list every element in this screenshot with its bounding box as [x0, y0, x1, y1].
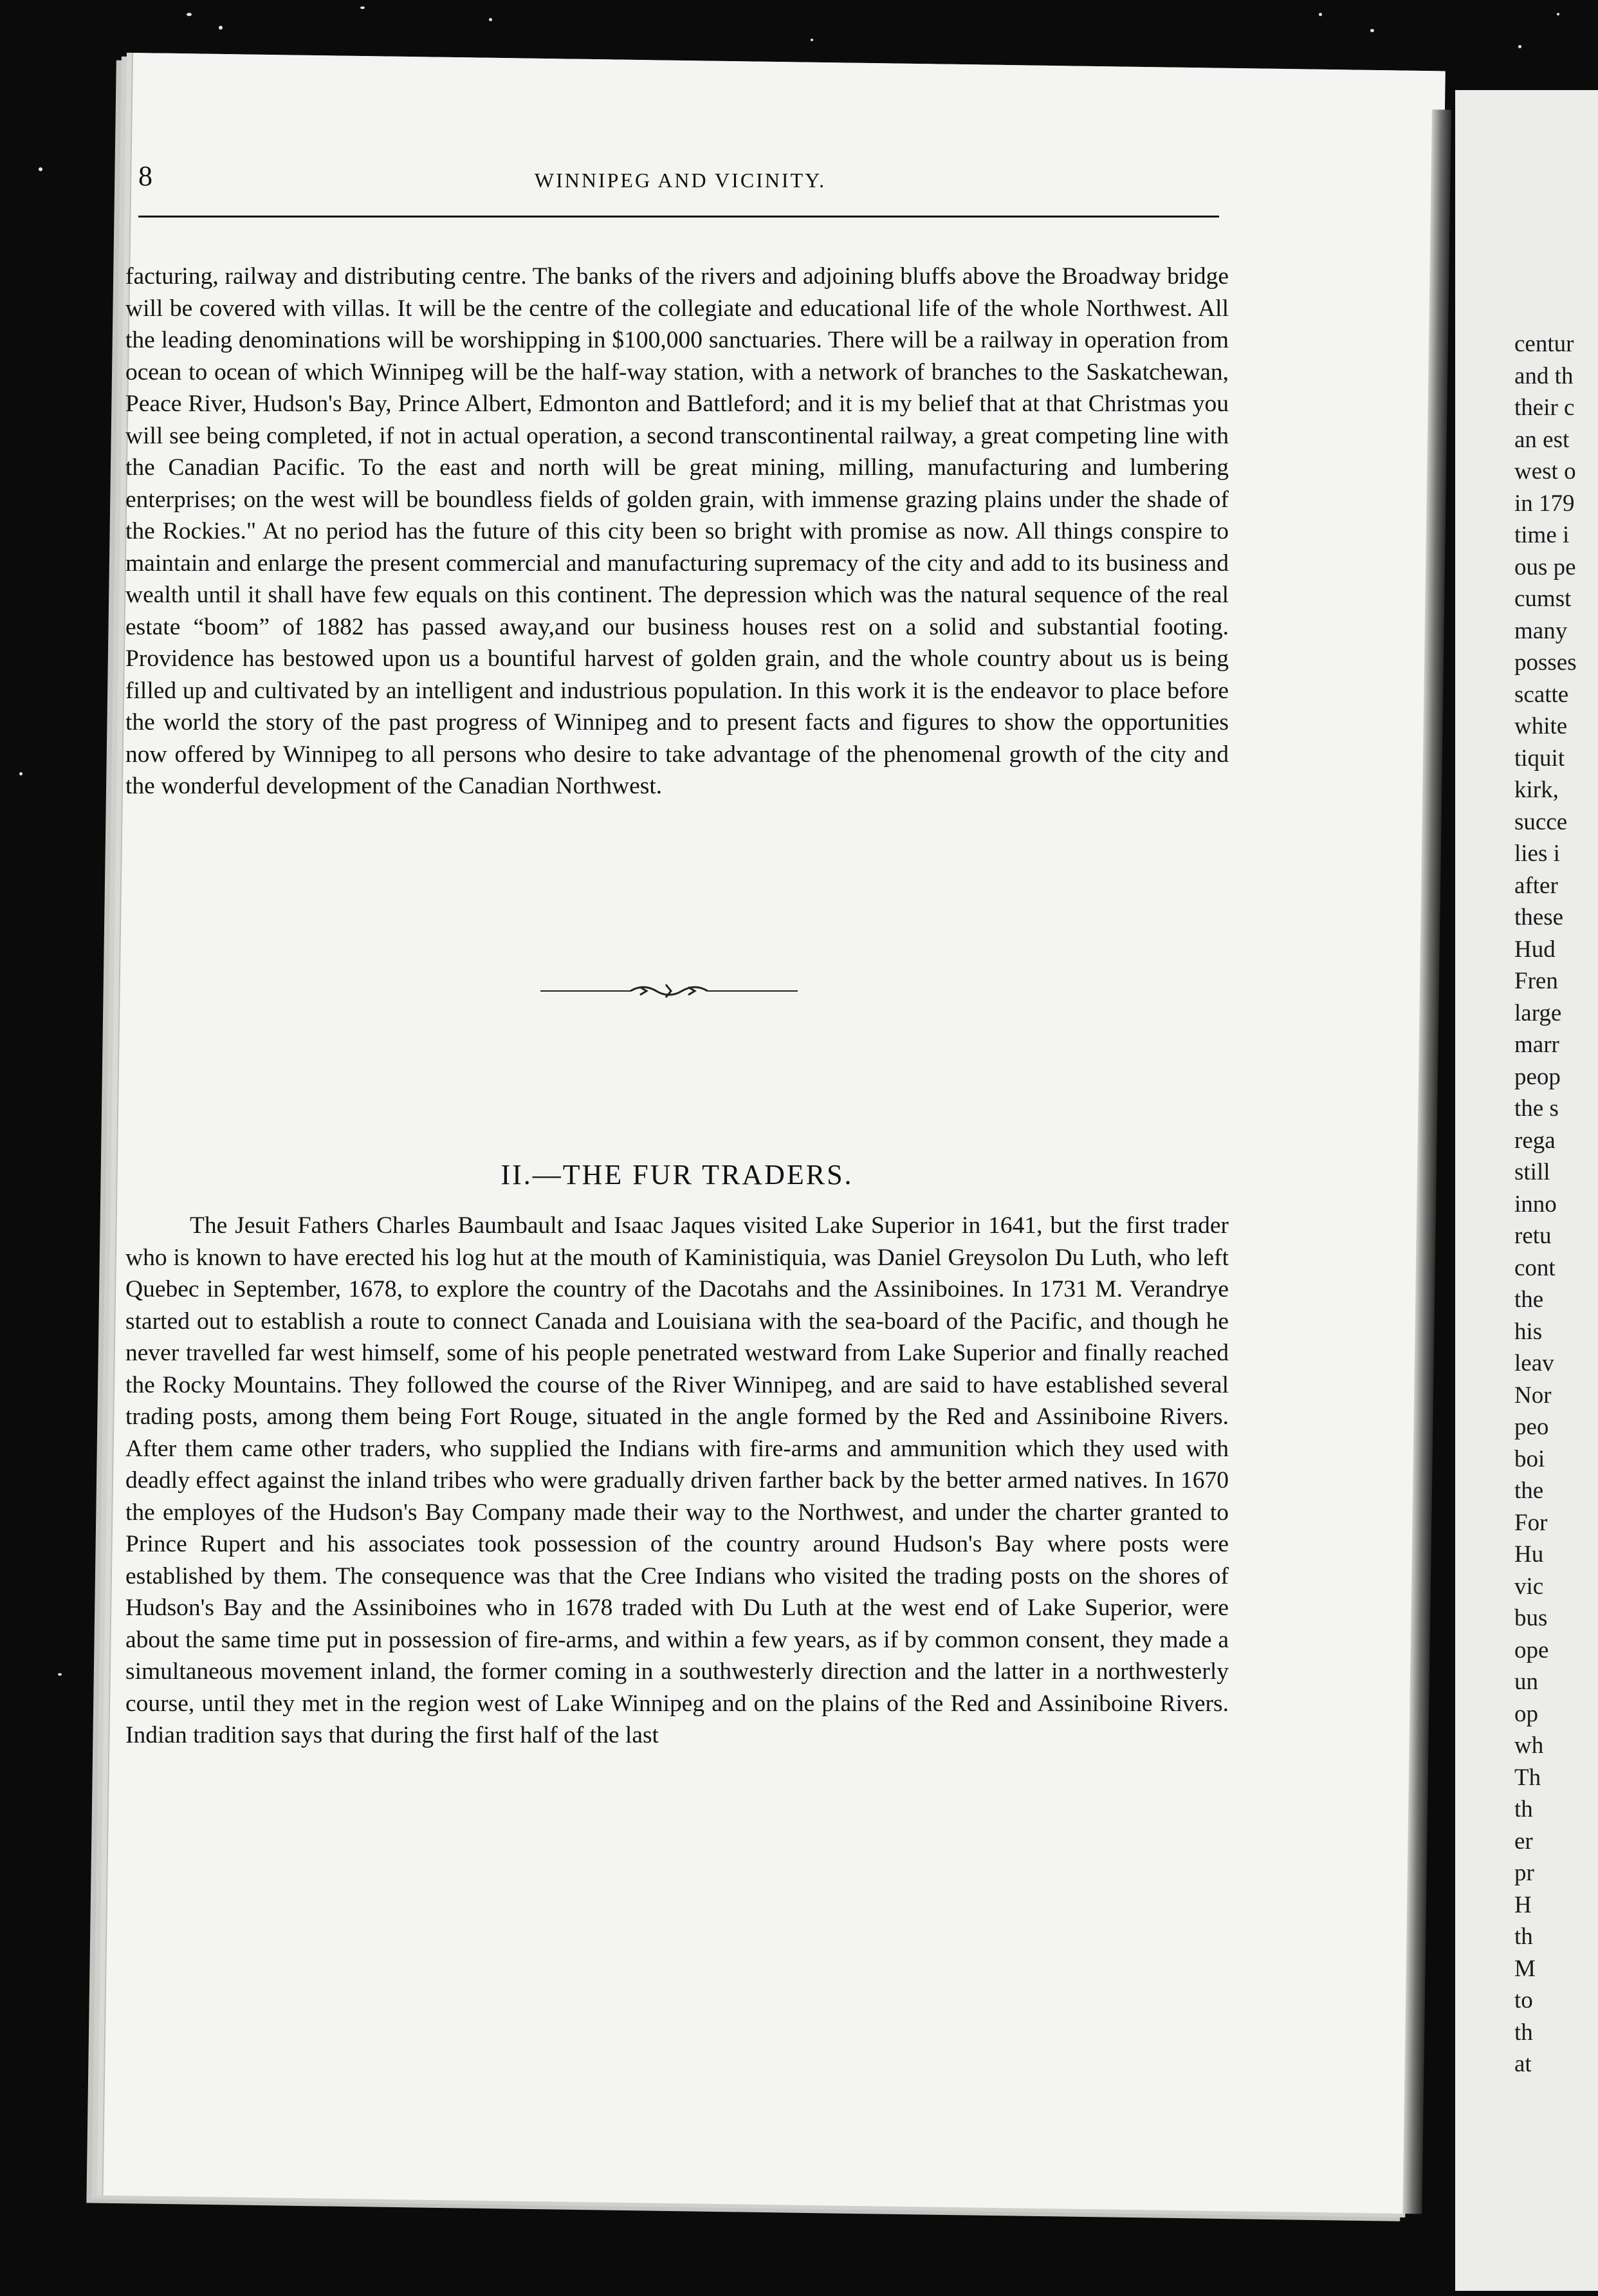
facing-page-line: Th [1514, 1764, 1541, 1791]
facing-page-line: an est [1514, 426, 1570, 453]
facing-page-line: many [1514, 617, 1568, 644]
facing-page-line: bus [1514, 1605, 1548, 1631]
facing-page-line: still [1514, 1159, 1550, 1185]
running-head: WINNIPEG AND VICINITY. [534, 169, 827, 192]
facing-page-line: Hud [1514, 936, 1556, 963]
section-paragraph: The Jesuit Fathers Charles Baumbault and Isaac Jaques visited Lake Superior in 1641, but the first trader who is known to have erected his log hut at the mouth of Kaministiquia, was Daniel Greysolon Du Luth, who left Quebec in September, 1678, to explore the country of the Dacotahs and the Assiniboines. In 1731 M. Verandrye started out to establish a route to connect Canada and Louisiana with the sea-board of the Pacific, and though he never travelled far west himself, some of his people penetrated westward from Lake Superior and finally reached the Rocky Mountains. They followed the course of the River Winnipeg, and are said to have established several trading posts, among them being Fort Rouge, situated in the angle formed by the Red and Assiniboine Rivers. After them came other traders, who supplied the Indians with fire-arms and ammunition which they used with deadly effect against the inland tribes who were gradually driven farther back by the better armed natives. In 1670 the employes of the Hudson's Bay Company made their way to the Northwest, and under the charter granted to Prince Rupert and his associates took possession of the country around Hudson's Bay where posts were established by them. The consequence was that the Cree Indians who visited the trading posts on the shores of Hudson's Bay and the Assiniboines who in 1678 traded with Du Luth at the west end of Lake Superior, were about the same time put in possession of fire-arms, and within a few years, as if by common consent, they made a simultaneous movement inland, the former coming in a southwesterly direction and the latter in a northwesterly course, until they met in the region west of Lake Winnipeg and on the plains of the Red and Assiniboine Rivers. Indian tradition says that during the first half of the last [125, 1212, 1229, 1748]
facing-page-text [1514, 328, 1577, 2080]
continued-text-block [125, 261, 1229, 802]
facing-page-line: th [1514, 2019, 1533, 2046]
facing-page-line: kirk, [1514, 777, 1559, 803]
facing-page-line: the [1514, 1477, 1544, 1504]
facing-page-line: wh [1514, 1732, 1544, 1759]
section-title: II.—THE FUR TRADERS. [501, 1159, 854, 1190]
facing-page-line: scatte [1514, 681, 1569, 708]
facing-page-line: vic [1514, 1573, 1544, 1600]
page-gutter [1402, 109, 1451, 2214]
facing-page-line: succe [1514, 808, 1568, 835]
facing-page-line: peo [1514, 1414, 1549, 1440]
facing-page-line: ope [1514, 1636, 1549, 1663]
facing-page-line: retu [1514, 1223, 1552, 1249]
facing-page-line: op [1514, 1700, 1538, 1727]
facing-page-line: his [1514, 1318, 1543, 1345]
facing-page-line: Fren [1514, 968, 1558, 994]
facing-page-line: For [1514, 1509, 1548, 1536]
page-number: 8 [138, 160, 152, 192]
facing-page-line: the s [1514, 1095, 1559, 1122]
facing-page-line: white [1514, 713, 1568, 739]
facing-page-line: lies i [1514, 840, 1560, 867]
section-text-block [125, 1210, 1229, 1752]
facing-page-line: ous pe [1514, 553, 1576, 580]
facing-page-line: centur [1514, 331, 1574, 357]
facing-page-line: inno [1514, 1190, 1557, 1217]
facing-page-line: posses [1514, 649, 1577, 676]
facing-page-line: M [1514, 1955, 1536, 1982]
facing-page-line: th [1514, 1796, 1533, 1822]
header-rule [138, 216, 1219, 218]
facing-page-line: these [1514, 904, 1564, 930]
facing-page-line: after [1514, 872, 1558, 899]
ornament-divider-icon [534, 978, 804, 1004]
facing-page-line: leav [1514, 1350, 1554, 1376]
facing-page-line: boi [1514, 1445, 1545, 1472]
facing-page-line: tiquit [1514, 745, 1565, 772]
facing-page-line: cumst [1514, 586, 1572, 612]
facing-page-line: their c [1514, 394, 1575, 421]
facing-page-line: peop [1514, 1063, 1561, 1090]
facing-page-line: time i [1514, 522, 1570, 548]
book-page-right-fragment [1455, 90, 1598, 2291]
facing-page-line: the [1514, 1286, 1544, 1313]
facing-page-line: to [1514, 1987, 1533, 2014]
continued-paragraph: facturing, railway and distributing centre. The banks of the rivers and adjoining bluffs above the Broadway bridge will be covered with villas. It will be the centre of the collegiate and educational life of the whole Northwest. All the leading denominations will be worshipping in $100,000 sanctuaries. There will be a railway in operation from ocean to ocean of which Winnipeg will be the half-way station, with a network of branches to the Saskatchewan, Peace River, Hudson's Bay, Prince Albert, Edmonton and Battleford; and it is my belief that at that Christmas you will see being completed, if not in actual operation, a second transcontinental railway, a great competing line with the Canadian Pacific. To the east and north will be great mining, milling, manufacturing and lumbering enterprises; on the west will be boundless fields of golden grain, with immense grazing plains under the shade of the Rockies." At no period has the future of this city been so bright with promise as now. All things conspire to maintain and enlarge the present commercial and manufacturing supremacy of the city and add to its business and wealth until it shall have few equals on this continent. The depression which was the natural sequence of the real estate “boom” of 1882 has passed away,and our business houses rest on a solid and substantial footing. Providence has bestowed upon us a bountiful harvest of golden grain, and the whole country about us is being filled up and cultivated by an intelligent and industrious population. In this work it is the endeavor to place before the world the story of the past progress of Winnipeg and to present facts and figures to show the opportunities now offered by Winnipeg to all persons who desire to take advantage of the phenomenal growth of the city and the wonderful development of the Canadian Northwest. [125, 263, 1229, 799]
facing-page-line: and th [1514, 362, 1574, 389]
facing-page-line: at [1514, 2051, 1532, 2077]
facing-page-line: un [1514, 1669, 1538, 1695]
facing-page-line: cont [1514, 1254, 1556, 1281]
facing-page-line: rega [1514, 1127, 1556, 1154]
facing-page-line: th [1514, 1923, 1533, 1950]
facing-page-line: er [1514, 1828, 1533, 1855]
facing-page-line: large [1514, 999, 1562, 1026]
facing-page-line: pr [1514, 1860, 1534, 1886]
facing-page-line: marr [1514, 1032, 1559, 1058]
page-header [138, 160, 1222, 198]
facing-page-line: west o [1514, 458, 1576, 485]
facing-page-line: H [1514, 1891, 1532, 1918]
facing-page-line: Nor [1514, 1382, 1552, 1409]
facing-page-line: Hu [1514, 1541, 1544, 1568]
facing-page-line: in 179 [1514, 490, 1575, 517]
